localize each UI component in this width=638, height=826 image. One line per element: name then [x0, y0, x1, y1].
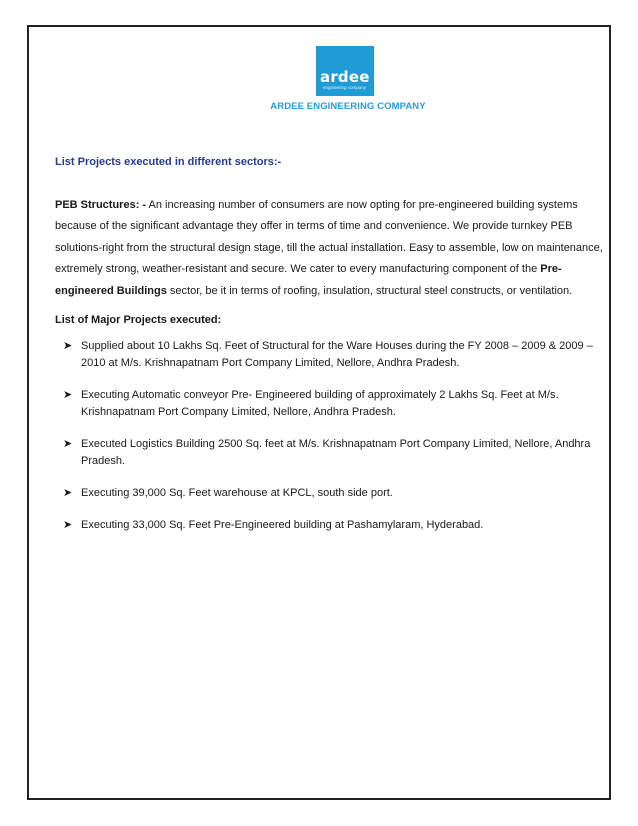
section-title: List Projects executed in different sectors:-	[55, 156, 282, 168]
document-body	[55, 152, 610, 549]
arrow-bullet-icon: ➤	[63, 518, 73, 531]
peb-paragraph	[55, 195, 610, 303]
major-projects-title: List of Major Projects executed:	[55, 314, 222, 326]
list-item	[55, 485, 610, 502]
peb-text-before: An increasing number of consumers are now opting for pre-engineered building systems because of the significant advantage they offer in terms of time and convenience. We provide turnkey PEB solutions-right from the structural design stage, till the actual installation. Easy to assemble, low on maintenance, extremely strong, weather-resistant and secure. We cater to every manufacturing component of the	[55, 198, 603, 275]
project-text: Supplied about 10 Lakhs Sq. Feet of Structural for the Ware Houses during the FY 2008 – 2009 & 2009 – 2010 at M/s. Krishnapatnam Port Company Limited, Nellore, Andhra Pradesh.	[81, 339, 593, 369]
list-item	[55, 517, 610, 534]
list-item	[55, 338, 610, 372]
logo-wordmark: ardee	[320, 68, 370, 86]
list-item	[55, 436, 610, 470]
arrow-bullet-icon: ➤	[63, 437, 73, 450]
project-text: Executing Automatic conveyor Pre- Engineered building of approximately 2 Lakhs Sq. Feet at M/s. Krishnapatnam Port Company Limited, Nellore, Andhra Pradesh.	[81, 388, 559, 418]
project-text: Executing 33,000 Sq. Feet Pre-Engineered building at Pashamylaram, Hyderabad.	[81, 518, 484, 531]
arrow-bullet-icon: ➤	[63, 486, 73, 499]
arrow-bullet-icon: ➤	[63, 388, 73, 401]
project-text: Executing 39,000 Sq. Feet warehouse at KPCL, south side port.	[81, 486, 393, 499]
peb-bold-phrase: Pre-engineered Buildings	[55, 263, 562, 297]
projects-list	[55, 338, 610, 534]
list-item	[55, 387, 610, 421]
company-name: ARDEE ENGINEERING COMPANY	[270, 101, 426, 112]
project-text: Executed Logistics Building 2500 Sq. feet at M/s. Krishnapatnam Port Company Limited, Nellore, Andhra Pradesh.	[81, 437, 591, 467]
arrow-bullet-icon: ➤	[63, 339, 73, 352]
peb-text-after: sector, be it in terms of roofing, insulation, structural steel constructs, or ventilation.	[166, 284, 573, 297]
company-logo	[268, 46, 428, 116]
logo-tagline: engineering company	[323, 85, 367, 90]
peb-label: PEB Structures: -	[55, 198, 147, 211]
